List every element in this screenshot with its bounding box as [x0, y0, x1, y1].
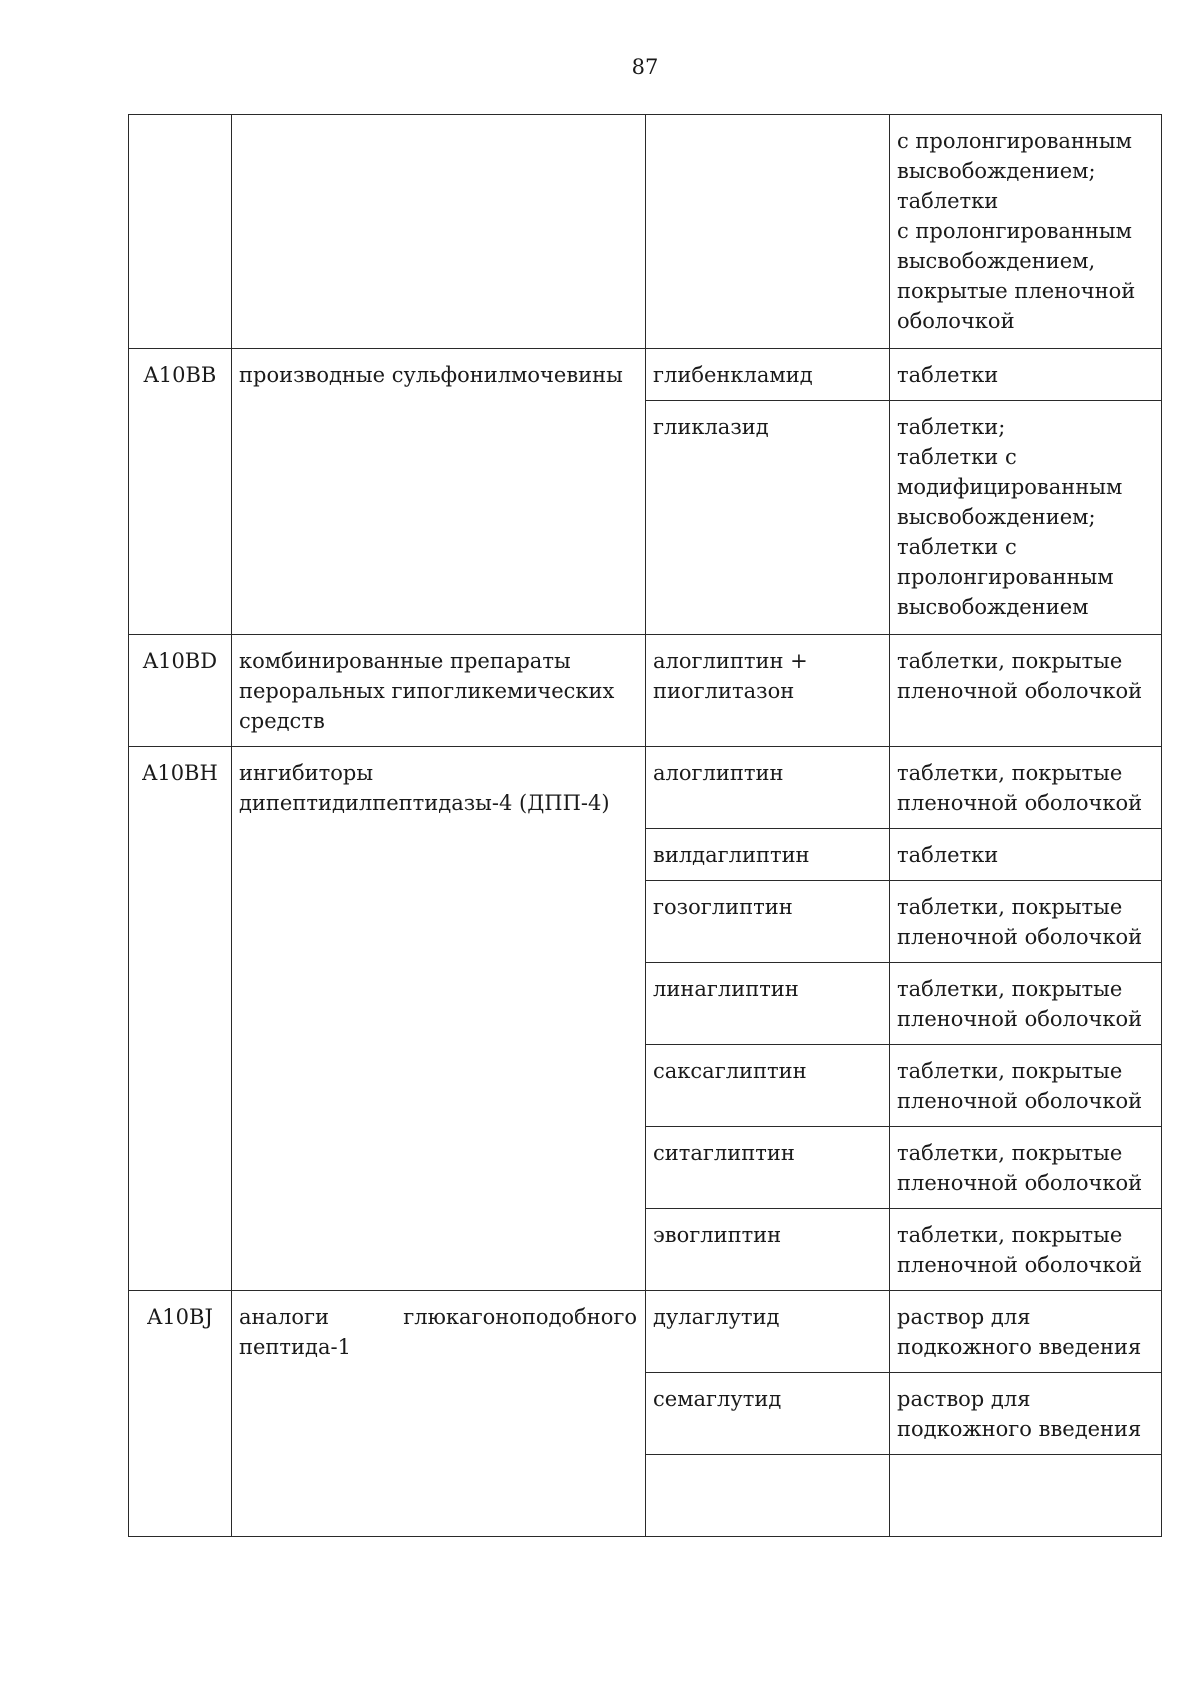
inn-cell: гликлазид — [646, 401, 890, 635]
drug-table — [128, 114, 1162, 1537]
inn-cell: алоглиптин — [646, 747, 890, 829]
form-line: таблетки — [897, 363, 999, 387]
inn-cell: семаглутид — [646, 1373, 890, 1455]
form-line: таблетки, покрытые — [897, 1223, 1123, 1247]
inn-line: пиоглитазон — [653, 679, 795, 703]
group-cell — [232, 115, 646, 349]
form-line: таблетки с — [897, 535, 1017, 559]
form-line: пленочной оболочкой — [897, 1171, 1143, 1195]
form-line: пленочной оболочкой — [897, 791, 1143, 815]
group-word: глюкагоноподобного — [403, 1305, 637, 1329]
form-line: оболочкой — [897, 309, 1015, 333]
group-line: ингибиторы — [239, 761, 374, 785]
atc-code-cell: A10BB — [129, 349, 232, 635]
group-line: пероральных гипогликемических — [239, 679, 615, 703]
atc-code-cell: A10BH — [129, 747, 232, 1291]
form-line: пленочной оболочкой — [897, 925, 1143, 949]
group-line — [239, 1302, 637, 1332]
inn-cell — [646, 635, 890, 747]
inn-cell: эвоглиптин — [646, 1209, 890, 1291]
form-line: таблетки, покрытые — [897, 1141, 1123, 1165]
dosage-form-cell — [890, 1291, 1162, 1373]
atc-code-cell: A10BJ — [129, 1291, 232, 1537]
inn-line: алоглиптин + — [653, 649, 808, 673]
dosage-form-cell — [890, 1209, 1162, 1291]
group-cell — [232, 1291, 646, 1537]
group-cell — [232, 635, 646, 747]
table-row — [129, 115, 1162, 349]
group-line: пептида-1 — [239, 1335, 351, 1359]
dosage-form-cell — [890, 635, 1162, 747]
dosage-form-cell — [890, 115, 1162, 349]
form-line: таблетки, покрытые — [897, 977, 1123, 1001]
form-line: раствор для — [897, 1305, 1031, 1329]
form-line: с пролонгированным — [897, 219, 1132, 243]
inn-cell — [646, 115, 890, 349]
form-line: высвобождением — [897, 595, 1089, 619]
page-number: 87 — [631, 55, 659, 79]
table-row — [129, 747, 1162, 829]
form-line: таблетки — [897, 189, 999, 213]
atc-code-cell: A10BD — [129, 635, 232, 747]
inn-cell: ситаглиптин — [646, 1127, 890, 1209]
form-line: таблетки с — [897, 445, 1017, 469]
table-row — [129, 349, 1162, 401]
form-line: высвобождением; — [897, 505, 1096, 529]
form-line: таблетки, покрытые — [897, 761, 1123, 785]
inn-cell: дулаглутид — [646, 1291, 890, 1373]
form-line: пленочной оболочкой — [897, 1089, 1143, 1113]
form-line: таблетки, покрытые — [897, 1059, 1123, 1083]
form-line: пленочной оболочкой — [897, 679, 1143, 703]
dosage-form-cell — [890, 401, 1162, 635]
dosage-form-cell — [890, 1045, 1162, 1127]
form-line: подкожного введения — [897, 1335, 1142, 1359]
group-cell — [232, 747, 646, 1291]
atc-code-cell — [129, 115, 232, 349]
group-cell: производные сульфонилмочевины — [232, 349, 646, 635]
form-line: высвобождением, — [897, 249, 1096, 273]
group-line: дипептидилпептидазы-4 (ДПП-4) — [239, 791, 610, 815]
group-line: средств — [239, 709, 325, 733]
dosage-form-cell — [890, 1127, 1162, 1209]
form-line: подкожного введения — [897, 1417, 1142, 1441]
table-row — [129, 1291, 1162, 1373]
inn-cell: глибенкламид — [646, 349, 890, 401]
dosage-form-cell — [890, 349, 1162, 401]
dosage-form-cell — [890, 881, 1162, 963]
group-line: комбинированные препараты — [239, 649, 571, 673]
form-line: раствор для — [897, 1387, 1031, 1411]
form-line: таблетки, покрытые — [897, 895, 1123, 919]
form-line: высвобождением; — [897, 159, 1096, 183]
form-line: таблетки, покрытые — [897, 649, 1123, 673]
form-line: пленочной оболочкой — [897, 1253, 1143, 1277]
form-line: пленочной оболочкой — [897, 1007, 1143, 1031]
form-line: таблетки — [897, 843, 999, 867]
dosage-form-cell — [890, 1455, 1162, 1537]
inn-cell: саксаглиптин — [646, 1045, 890, 1127]
form-line: таблетки; — [897, 415, 1006, 439]
form-line: модифицированным — [897, 475, 1123, 499]
dosage-form-cell — [890, 1373, 1162, 1455]
form-line: пролонгированным — [897, 565, 1114, 589]
inn-cell: гозоглиптин — [646, 881, 890, 963]
dosage-form-cell — [890, 747, 1162, 829]
form-line: покрытые пленочной — [897, 279, 1136, 303]
inn-cell: вилдаглиптин — [646, 829, 890, 881]
dosage-form-cell — [890, 963, 1162, 1045]
inn-cell: линаглиптин — [646, 963, 890, 1045]
dosage-form-cell — [890, 829, 1162, 881]
form-line: с пролонгированным — [897, 129, 1132, 153]
table-row — [129, 635, 1162, 747]
group-word: аналоги — [239, 1305, 330, 1329]
inn-cell — [646, 1455, 890, 1537]
